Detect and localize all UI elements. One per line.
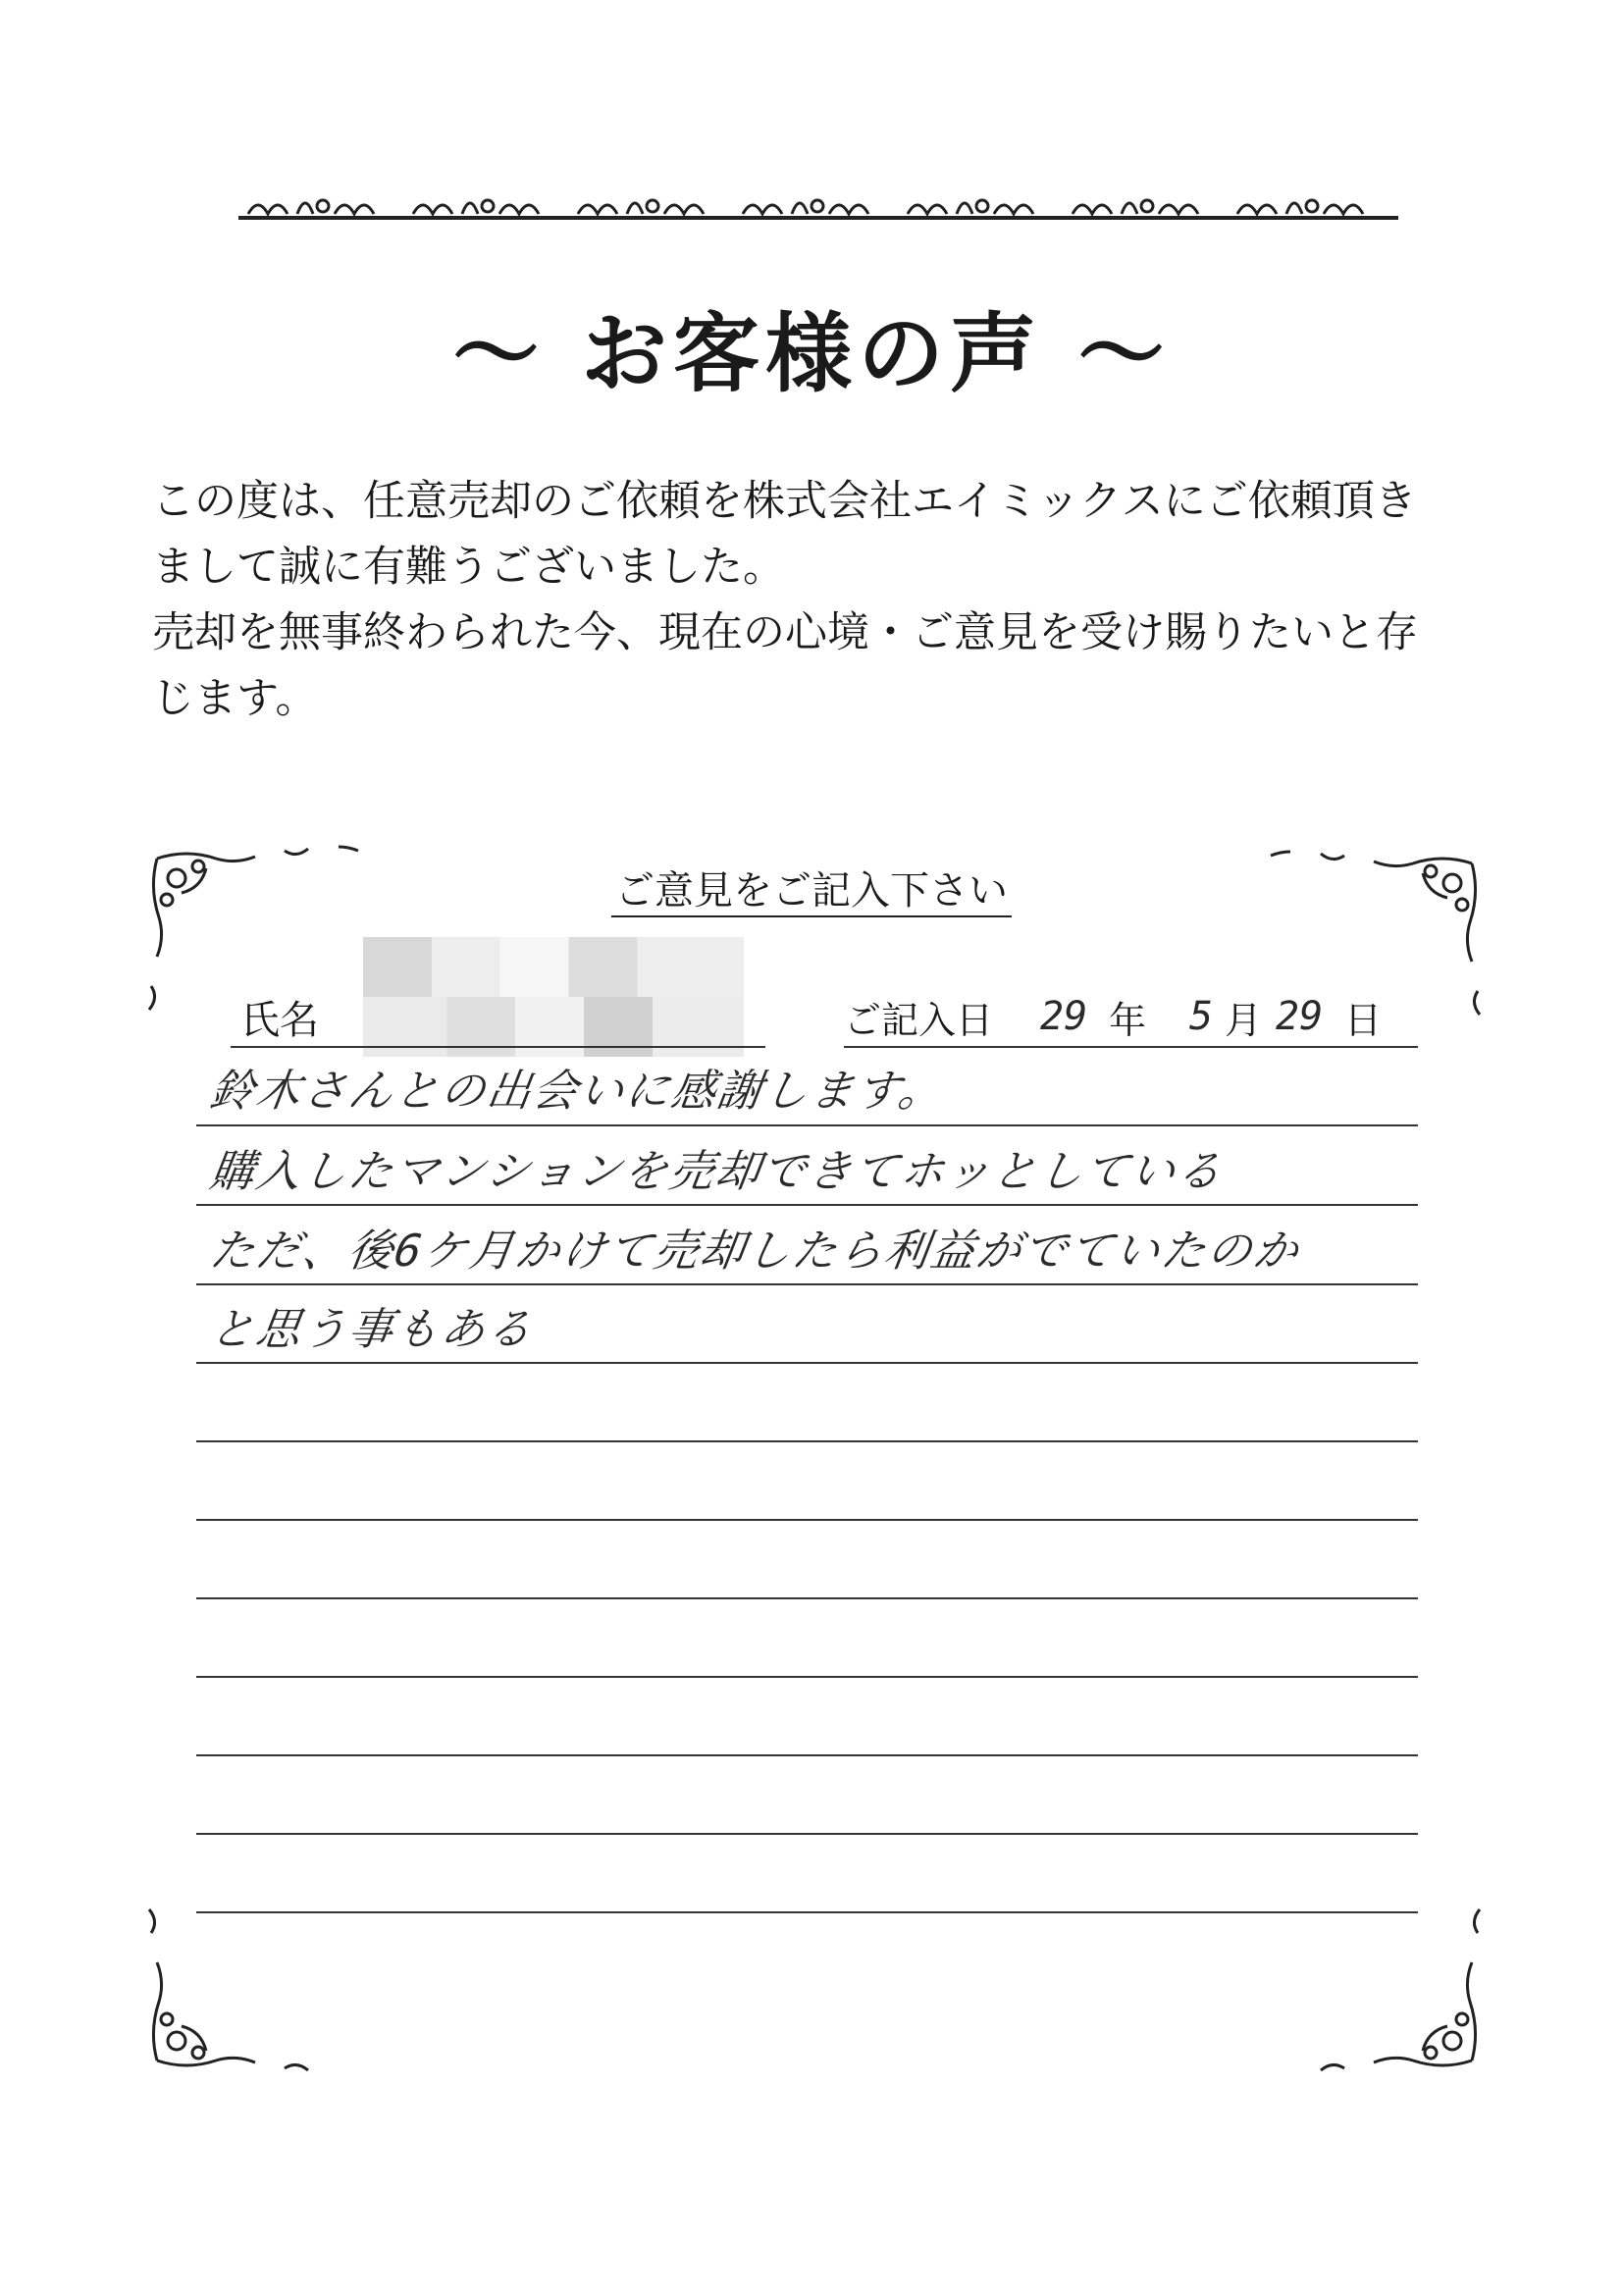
ornamental-top-border — [238, 186, 1398, 226]
ruled-line — [196, 1833, 1418, 1835]
name-underline — [231, 1046, 765, 1048]
date-underline — [844, 1046, 1418, 1048]
date-year-value: 29 — [1040, 994, 1088, 1039]
date-day-value: 29 — [1276, 994, 1324, 1039]
date-month-unit: 月 — [1225, 999, 1263, 1042]
ruled-line — [196, 1597, 1418, 1599]
date-label: ご記入日 — [844, 999, 994, 1042]
ruled-line — [196, 1676, 1418, 1678]
ruled-line — [196, 1911, 1418, 1913]
name-label: 氏名 — [240, 998, 319, 1043]
date-year-unit: 年 — [1109, 999, 1147, 1042]
intro-paragraph-1-line-1: この度は、任意売却のご依頼を株式会社エイミックスにご依頼頂き — [152, 477, 1417, 526]
ruled-line — [196, 1283, 1418, 1285]
form-heading — [0, 863, 1623, 918]
name-redacted-mosaic — [363, 937, 744, 1057]
ruled-line — [196, 1440, 1418, 1442]
ruled-line — [196, 1124, 1418, 1126]
page-title: ～ お客様の声 ～ — [452, 302, 1171, 404]
ruled-line — [196, 1204, 1418, 1206]
ruled-line — [196, 1362, 1418, 1364]
corner-ornament-bottom-left — [137, 1854, 363, 2080]
intro-paragraph-2-line-2: じます。 — [152, 674, 318, 723]
ruled-line — [196, 1754, 1418, 1756]
intro-paragraph-1-line-2: まして誠に有難うございました。 — [152, 543, 785, 592]
date-day-unit: 日 — [1344, 999, 1383, 1042]
comment-line-3: ただ、後6ケ月かけて売却したら利益がでていたのか — [206, 1225, 1304, 1277]
comment-line-1: 鈴木さんとの出会いに感謝します。 — [206, 1065, 949, 1117]
comment-line-2: 購入したマンションを売却できてホッとしている — [206, 1145, 1227, 1197]
form-heading-text: ご意見をご記入下さい — [611, 868, 1012, 917]
corner-ornament-bottom-right — [1266, 1854, 1492, 2080]
intro-paragraph-2-line-1: 売却を無事終わられた今、現在の心境・ご意見を受け賜りたいと存 — [152, 608, 1418, 657]
comment-line-4: と思う事もある — [206, 1303, 538, 1355]
ruled-line — [196, 1519, 1418, 1521]
intro-text — [152, 469, 1487, 732]
date-month-value: 5 — [1189, 994, 1214, 1039]
